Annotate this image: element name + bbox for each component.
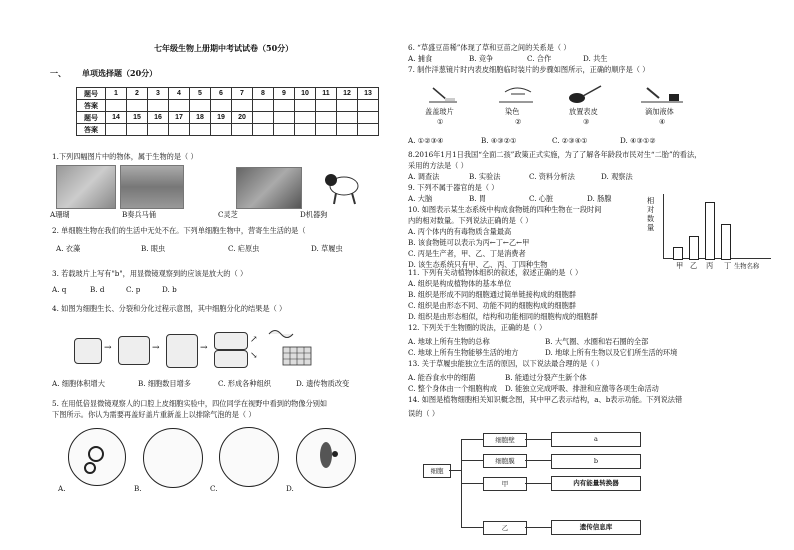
category-ding: 丁 (724, 261, 732, 270)
connector (449, 470, 461, 471)
q7-option-d[interactable]: D. ④③①② (620, 136, 656, 145)
q12-option-b[interactable]: B. 大气圈、水圈和岩石圈的全部 (545, 337, 649, 346)
cell-shape (214, 332, 248, 350)
node-cell-membrane: 细胞膜 (483, 454, 527, 468)
answer-cell[interactable] (169, 124, 190, 136)
step-number-4: ④ (659, 117, 666, 126)
answer-cell[interactable] (295, 100, 316, 112)
answer-cell[interactable] (127, 100, 148, 112)
muscle-tissue-icon (268, 326, 294, 342)
q9-option-c[interactable]: C. 心脏 (529, 194, 554, 203)
table-header: 答案 (77, 100, 106, 112)
q5-option-c[interactable]: C. (210, 484, 218, 493)
dropper-icon (639, 84, 685, 106)
bubble-icon (88, 446, 104, 462)
q1-option-a[interactable]: A珊瑚 (50, 210, 70, 219)
q5-option-b[interactable]: B. (134, 484, 142, 493)
q10-option-c[interactable]: C. 丙是生产者，甲、乙、丁是消费者 (408, 249, 526, 258)
node-yi: 乙 (483, 521, 527, 535)
arrow-line (525, 483, 551, 484)
ylabel-char: 量 (647, 223, 655, 232)
q3-option-b[interactable]: B. d (90, 285, 105, 294)
connector (461, 527, 483, 528)
arrow-right-icon: → (200, 343, 208, 353)
answer-cell[interactable] (211, 100, 232, 112)
node-jia: 甲 (483, 477, 527, 491)
q6-option-b[interactable]: B. 竞争 (469, 54, 494, 63)
target-energy-converter: 内有能量转换器 (551, 476, 641, 491)
place-tissue-icon (565, 84, 605, 106)
q1-option-d[interactable]: D机器狗 (300, 210, 328, 219)
question-14-line2: 误的（ ） (408, 409, 440, 418)
q13-option-a[interactable]: A. 能吞食水中的细菌 (408, 373, 476, 382)
table-cell: 11 (316, 88, 337, 100)
q2-option-b[interactable]: B. 眼虫 (141, 244, 166, 253)
arrow-line (525, 460, 551, 461)
answer-cell[interactable] (232, 100, 253, 112)
question-12: 12. 下列关于生物圈的说法，正确的是（ ） (408, 323, 547, 332)
q8-option-c[interactable]: C. 资料分析法 (529, 172, 575, 181)
table-cell (253, 112, 274, 124)
q3-option-d[interactable]: D. b (162, 285, 177, 294)
table-cell: 13 (358, 88, 379, 100)
table-cell (295, 124, 316, 136)
question-4: 4. 如图为细胞生长、分裂和分化过程示意图，其中细胞分化的结果是（ ） (52, 304, 287, 313)
bar-jia (673, 247, 683, 260)
q6-option-a[interactable]: A. 捕食 (408, 54, 433, 63)
step-label-1: 盖盖玻片 (425, 107, 454, 116)
answer-cell[interactable] (127, 124, 148, 136)
category-yi: 乙 (690, 261, 698, 270)
bar-bing (705, 202, 715, 260)
arrow-right-icon: → (152, 343, 160, 353)
answer-cell[interactable] (253, 100, 274, 112)
q8-option-b[interactable]: B. 实验法 (469, 172, 501, 181)
step-label-2: 染色 (505, 107, 520, 116)
answer-cell[interactable] (274, 100, 295, 112)
connector (461, 483, 483, 484)
table-cell (295, 112, 316, 124)
question-8-line1: 8.2016年1月1日我国“全面二孩”政策正式实施，为了了解各年龄段市民对生“二胎”的看法， (408, 150, 702, 159)
target-genetic-info: 遗传信息库 (551, 520, 641, 535)
q8-option-a[interactable]: A. 调查法 (408, 172, 440, 181)
connector (461, 460, 483, 461)
step-number-1: ① (437, 117, 444, 126)
question-7: 7. 制作洋葱镜片时内表皮细胞临时装片的步骤如图所示，正确的顺序是（ ） (408, 65, 650, 74)
table-cell: 5 (190, 88, 211, 100)
question-1: 1.下列四幅图片中的物体，属于生物的是（ ） (52, 152, 198, 161)
arrow-right-icon: → (104, 343, 112, 353)
answer-cell[interactable] (316, 100, 337, 112)
table-cell: 16 (148, 112, 169, 124)
q10-option-a[interactable]: A. 丙个体内的有毒物质含量最高 (408, 227, 512, 236)
category-bing: 丙 (706, 261, 714, 270)
microscope-view-c (219, 427, 279, 487)
table-cell: 1 (106, 88, 127, 100)
table-cell: 12 (337, 88, 358, 100)
table-cell: 14 (106, 112, 127, 124)
q2-option-a[interactable]: A. 衣藻 (56, 244, 81, 253)
question-6: 6. “草盛豆苗稀”体现了草和豆苗之间的关系是（ ） (408, 43, 571, 52)
q5-option-d[interactable]: D. (286, 484, 294, 493)
q2-option-d[interactable]: D. 草履虫 (311, 244, 343, 253)
q7-option-b[interactable]: B. ④③②① (481, 136, 517, 145)
tissue-grid-icon (282, 346, 312, 366)
q12-option-d[interactable]: D. 地球上所有生物以及它们所生活的环境 (545, 348, 678, 357)
cell-shape (118, 336, 150, 365)
chart-xlabel: 生物名称 (734, 263, 760, 270)
answer-table (76, 87, 379, 136)
q3-option-c[interactable]: C. p (126, 285, 141, 294)
question-11: 11. 下列有关动植物体组织的叙述，叙述正确的是（ ） (408, 268, 583, 277)
table-cell (253, 124, 274, 136)
table-cell (358, 112, 379, 124)
ganoderma-image (236, 167, 302, 209)
table-cell: 8 (253, 88, 274, 100)
q6-option-d[interactable]: D. 共生 (583, 54, 608, 63)
node-cell-wall: 细胞壁 (483, 433, 527, 447)
answer-cell[interactable] (358, 100, 379, 112)
question-3: 3. 若载玻片上写有"b"，用显微镜观察到的应该是放大的（ ） (52, 269, 248, 278)
question-10-line2: 内的相对数量。下列说法正确的是（ ） (408, 216, 533, 225)
table-cell (274, 124, 295, 136)
table-cell: 3 (148, 88, 169, 100)
chart-y-axis (663, 194, 664, 258)
chart-ylabel (647, 196, 654, 232)
table-cell (316, 112, 337, 124)
table-cell: 7 (232, 88, 253, 100)
ylabel-char: 数 (647, 214, 655, 223)
q8-option-d[interactable]: D. 观察法 (601, 172, 633, 181)
answer-cell[interactable] (169, 100, 190, 112)
coverslip-icon (427, 84, 461, 106)
question-14-line1: 14. 如图是植物细胞相关知识概念图，其中甲乙表示结构，a、b表示功能。下列说法错 (408, 395, 683, 404)
q4-option-c[interactable]: C. 形成各种组织 (218, 379, 271, 388)
q9-option-d[interactable]: D. 肠腺 (587, 194, 612, 203)
cell-shape (166, 334, 198, 368)
table-header: 答案 (77, 124, 106, 136)
ylabel-char: 对 (647, 205, 655, 214)
connector (461, 439, 483, 440)
table-cell: 15 (127, 112, 148, 124)
q4-option-b[interactable]: B. 细胞数目增多 (138, 379, 191, 388)
table-cell: 2 (127, 88, 148, 100)
q13-option-d[interactable]: D. 能独立完成呼吸、排泄和应激等各项生命活动 (505, 384, 659, 393)
table-header: 题号 (77, 88, 106, 100)
q7-option-c[interactable]: C. ②③④① (552, 136, 588, 145)
answer-cell[interactable] (106, 124, 127, 136)
stained-cell-icon (316, 440, 340, 470)
answer-cell[interactable] (211, 124, 232, 136)
ylabel-char: 相 (647, 196, 655, 205)
microscope-view-b (143, 428, 203, 488)
section-title: 单项选择题（20分） (82, 68, 158, 78)
table-cell: 9 (274, 88, 295, 100)
bar-ding (721, 224, 731, 260)
q7-option-a[interactable]: A. ①②③④ (408, 136, 444, 145)
section-number: 一、 (50, 68, 66, 78)
q11-option-a[interactable]: A. 组织是构成植物体的基本单位 (408, 279, 512, 288)
q4-option-a[interactable]: A. 细胞体积增大 (52, 379, 105, 388)
target-b: b (551, 454, 641, 469)
table-cell: 19 (211, 112, 232, 124)
table-cell: 20 (232, 112, 253, 124)
q1-option-b[interactable]: B奏兵马俑 (122, 210, 157, 219)
exam-title: 七年级生物上册期中考试试卷（50分） (154, 43, 294, 53)
bar-yi (689, 236, 699, 260)
answer-cell[interactable] (190, 124, 211, 136)
q1-option-c[interactable]: C灵芝 (218, 210, 238, 219)
answer-cell[interactable] (148, 124, 169, 136)
q5-option-a[interactable]: A. (58, 484, 66, 493)
q10-option-b[interactable]: B. 该食物链可以表示为丙←丁←乙←甲 (408, 238, 530, 247)
answer-cell[interactable] (106, 100, 127, 112)
category-jia: 甲 (676, 261, 684, 270)
q12-option-c[interactable]: C. 地球上所有生物能够生活的地方 (408, 348, 519, 357)
question-13: 13. 关于草履虫能独立生活的原因，以下说法最合理的是（ ） (408, 359, 604, 368)
step-label-4: 滴加液体 (645, 107, 674, 116)
table-cell (358, 124, 379, 136)
q6-option-c[interactable]: C. 合作 (527, 54, 552, 63)
stain-icon (497, 84, 537, 106)
answer-cell[interactable] (148, 100, 169, 112)
q11-option-c[interactable]: C. 组织是由形态不同、功能不同的细胞构成的细胞群 (408, 301, 576, 310)
table-cell: 4 (169, 88, 190, 100)
q13-option-c[interactable]: C. 整个身体由一个细胞构成 (408, 384, 497, 393)
question-8-line2: 采用的方法是（ ） (408, 161, 468, 170)
cell-shape (214, 350, 248, 368)
table-cell: 10 (295, 88, 316, 100)
step-number-2: ② (515, 117, 522, 126)
table-cell (337, 124, 358, 136)
answer-cell[interactable] (190, 100, 211, 112)
step-label-3: 放置表皮 (569, 107, 598, 116)
q12-option-a[interactable]: A. 地球上所有生物的总称 (408, 337, 490, 346)
concept-root: 细胞 (423, 464, 451, 478)
coral-image (56, 165, 116, 209)
cell-shape (74, 338, 102, 364)
table-cell (316, 124, 337, 136)
question-5-line1: 5. 在用低倍显微镜观察人的口腔上皮细胞实验中，四位同学在视野中看到的物像分别如 (52, 399, 328, 408)
q3-option-a[interactable]: A. q (52, 285, 67, 294)
q11-option-b[interactable]: B. 组织是形成不同的细胞通过简单链接构成的细胞群 (408, 290, 576, 299)
q9-option-a[interactable]: A. 大脑 (408, 194, 433, 203)
question-2: 2. 单细胞生物在我们的生活中无处不在。下列单细胞生物中，营寄生生活的是（ (52, 226, 306, 235)
table-cell (337, 112, 358, 124)
arrow-up-right-icon: ↗ (250, 335, 258, 345)
table-cell (274, 112, 295, 124)
arrow-line (525, 527, 551, 528)
arrow-line (525, 439, 551, 440)
table-cell: 6 (211, 88, 232, 100)
q10-option-d[interactable]: D. 该生态系统只有甲、乙、丙、丁四种生物 (408, 260, 548, 269)
table-cell: 17 (169, 112, 190, 124)
q9-option-b[interactable]: B. 胃 (469, 194, 487, 203)
question-10-line1: 10. 如图表示某生态系统中构成食物链的四种生物在一段时间 (408, 205, 602, 214)
question-5-line2: 下图所示。你认为需要再盖好盖片重新盖上以排除气泡的是（ ） (52, 410, 256, 419)
q4-option-d[interactable]: D. 遗传物质改变 (296, 379, 350, 388)
robot-dog-icon (322, 166, 366, 208)
arrow-down-right-icon: ↘ (250, 351, 258, 361)
table-cell: 18 (190, 112, 211, 124)
q13-option-b[interactable]: B. 能通过分裂产生新个体 (505, 373, 587, 382)
terracotta-image (120, 165, 184, 209)
answer-cell[interactable] (232, 124, 253, 136)
q11-option-d[interactable]: D. 组织是由形态相似，结构和功能相同的细胞构成的细胞群 (408, 312, 598, 321)
target-a: a (551, 432, 641, 447)
answer-cell[interactable] (337, 100, 358, 112)
bubble-icon (84, 462, 96, 474)
q2-option-c[interactable]: C. 疟原虫 (228, 244, 260, 253)
question-9: 9. 下列不属于器官的是（ ） (408, 183, 499, 192)
step-number-3: ③ (583, 117, 590, 126)
table-header: 题号 (77, 112, 106, 124)
